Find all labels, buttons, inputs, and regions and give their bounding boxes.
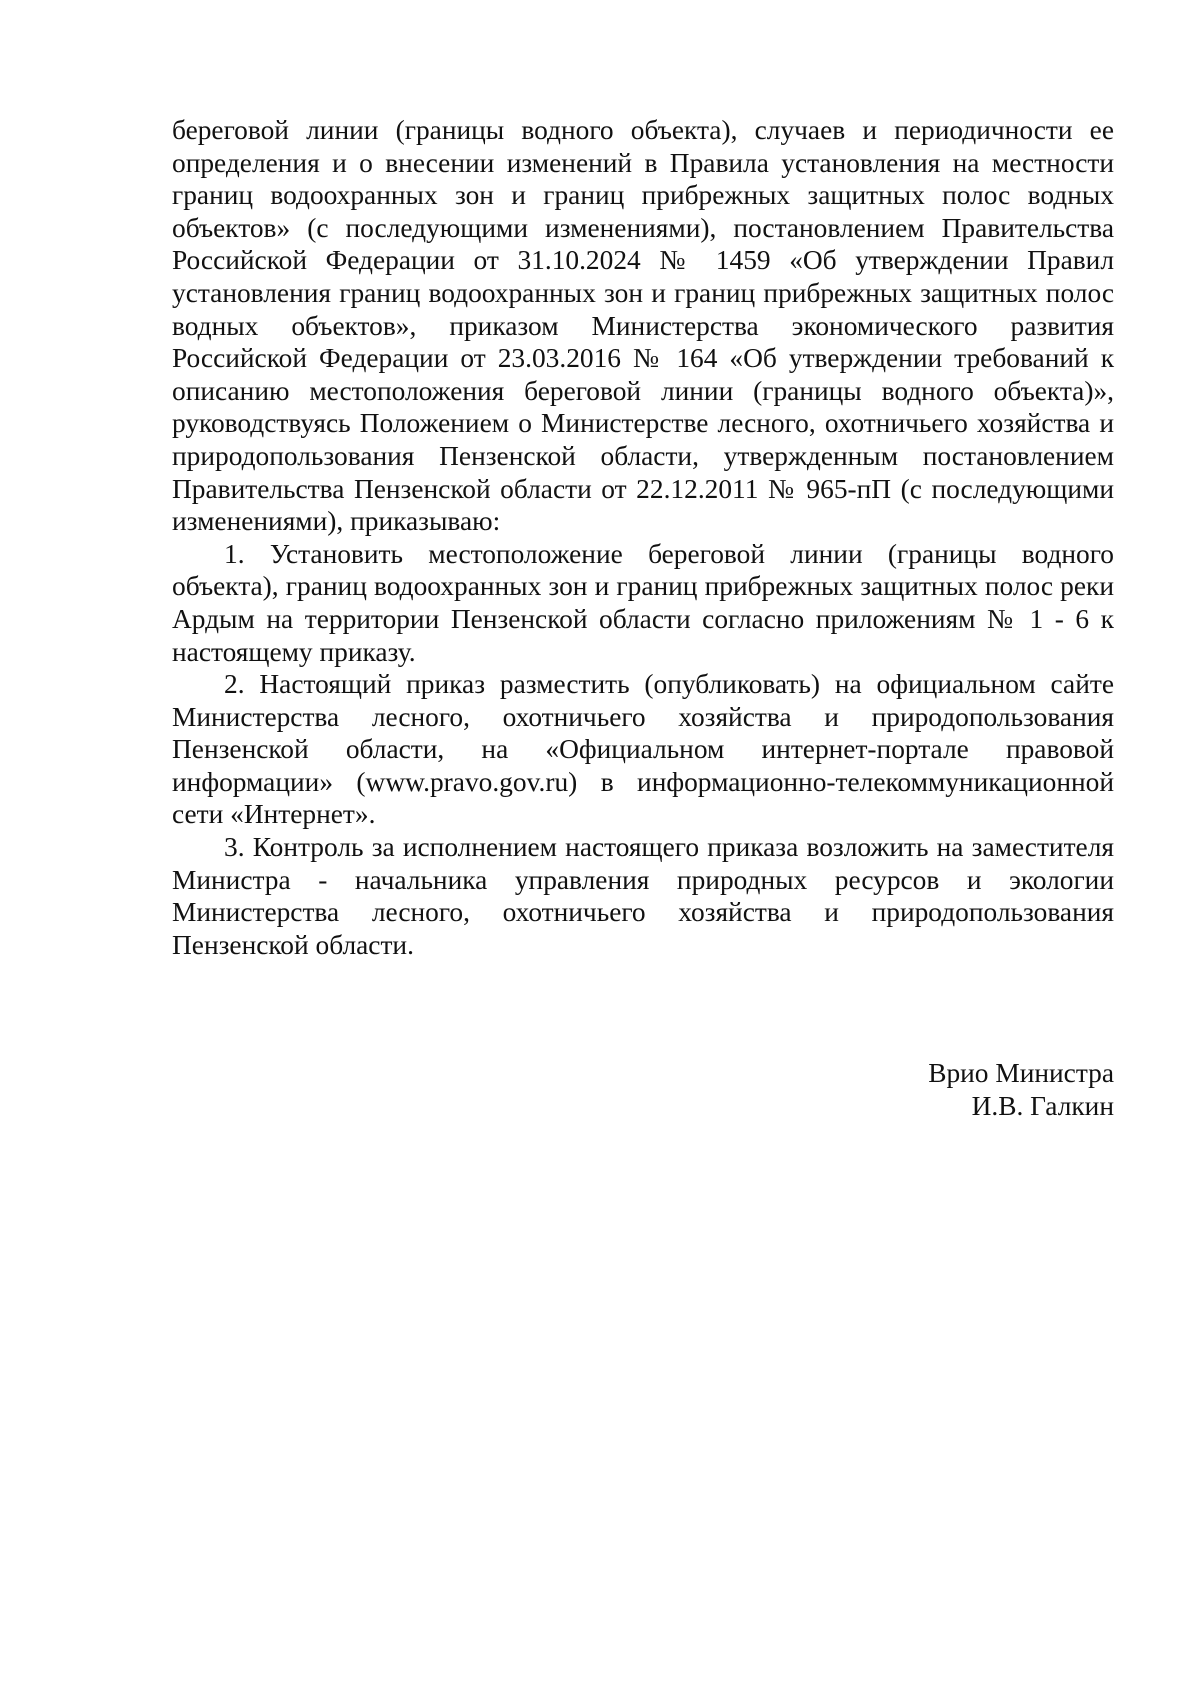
- order-item-3: 3. Контроль за исполнением настоящего приказа возложить на заместителя Министра - начальника управления природных ресурсов и экологии Министерства лесного, охотничьего хозяйства и природопользования Пензенской области.: [172, 832, 1114, 960]
- order-item-1: 1. Установить местоположение береговой линии (границы водного объекта), границ водоохранных зон и границ прибрежных защитных полос реки Ардым на территории Пензенской области согласно приложениям № 1 - 6 к настоящему приказу.: [172, 538, 1114, 667]
- signer-name: И.В. Галкин: [971, 1090, 1114, 1121]
- order-body: [172, 114, 1114, 961]
- signature-block: [928, 1057, 1114, 1122]
- order-item-2: 2. Настоящий приказ разместить (опубликовать) на официальном сайте Министерства лесного, охотничьего хозяйства и природопользования Пензенской области, на «Официальном интернет-портале правовой информации» (www.pravo.gov.ru) в информационно-телекоммуникационной сети «Интернет».: [172, 669, 1114, 830]
- preamble-paragraph: береговой линии (границы водного объекта), случаев и периодичности ее определения и о внесении изменений в Правила установления на местности границ водоохранных зон и границ прибрежных защитных полос водных объектов» (с последующими изменениями), постановлением Правительства Российской Федерации от 31.10.2024 № 1459 «Об утверждении Правил установления границ водоохранных зон и границ прибрежных защитных полос водных объектов», приказом Министерства экономического развития Российской Федерации от 23.03.2016 № 164 «Об утверждении требований к описанию местоположения береговой линии (границы водного объекта)», руководствуясь Положением о Министерстве лесного, охотничьего хозяйства и природопользования Пензенской области, утвержденным постановлением Правительства Пензенской области от 22.12.2011 № 965-пП (с последующими изменениями), приказываю:: [172, 115, 1114, 537]
- signer-position: Врио Министра: [928, 1058, 1114, 1088]
